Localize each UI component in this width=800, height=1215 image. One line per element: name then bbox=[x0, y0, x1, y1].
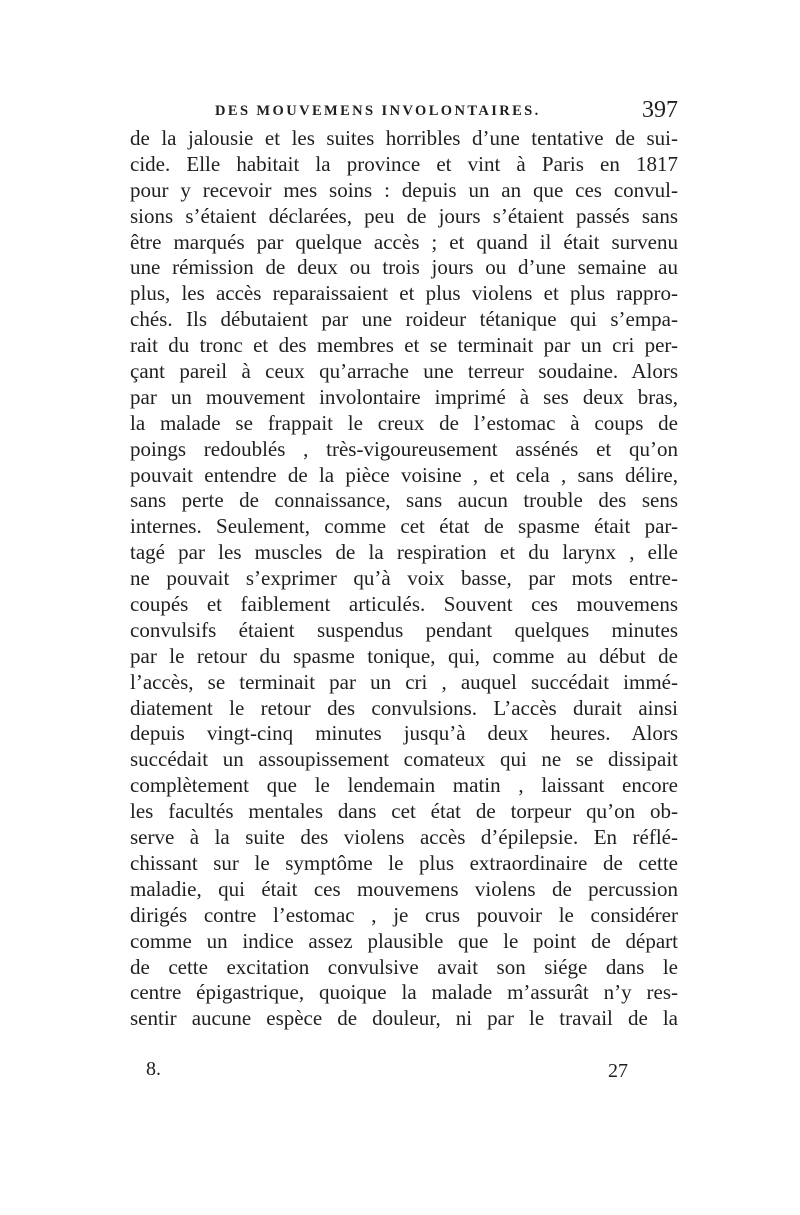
text-line: une rémission de deux ou trois jours ou d’une semaine au bbox=[130, 255, 678, 280]
text-line: pouvait entendre de la pièce voisine , et cela , sans délire, bbox=[130, 462, 678, 487]
text-line: rait du tronc et des membres et se terminait par un cri per- bbox=[130, 333, 678, 358]
text-line: chés. Ils débutaient par une roideur tétanique qui s’empa- bbox=[130, 307, 678, 332]
text-line: poings redoublés , très-vigoureusement assénés et qu’on bbox=[130, 436, 678, 461]
sheet-number: 27 bbox=[608, 1060, 628, 1082]
text-line: chissant sur le symptôme le plus extraordinaire de cette bbox=[130, 850, 678, 875]
body-text bbox=[130, 126, 678, 1032]
text-line: la malade se frappait le creux de l’estomac à coups de bbox=[130, 410, 678, 435]
text-line: par un mouvement involontaire imprimé à ses deux bras, bbox=[130, 384, 678, 409]
text-line: çant pareil à ceux qu’arrache une terreur soudaine. Alors bbox=[130, 359, 678, 384]
page-header bbox=[130, 97, 678, 127]
text-line: être marqués par quelque accès ; et quand il était survenu bbox=[130, 229, 678, 254]
text-line: de cette excitation convulsive avait son siége dans le bbox=[130, 954, 678, 979]
text-line: diatement le retour des convulsions. L’accès durait ainsi bbox=[130, 695, 678, 720]
text-line: sions s’étaient déclarées, peu de jours s’étaient passés sans bbox=[130, 203, 678, 228]
text-line: ne pouvait s’exprimer qu’à voix basse, par mots entre- bbox=[130, 566, 678, 591]
signature-mark: 8. bbox=[146, 1058, 161, 1080]
text-line: complètement que le lendemain matin , laissant encore bbox=[130, 773, 678, 798]
text-line: de la jalousie et les suites horribles d’une tentative de sui- bbox=[130, 126, 678, 150]
text-line: maladie, qui était ces mouvemens violens de percussion bbox=[130, 876, 678, 901]
text-line: depuis vingt-cinq minutes jusqu’à deux heures. Alors bbox=[130, 721, 678, 746]
text-line: l’accès, se terminait par un cri , auquel succédait immé- bbox=[130, 669, 678, 694]
text-line: cide. Elle habitait la province et vint à Paris en 1817 bbox=[130, 151, 678, 176]
text-line: plus, les accès reparaissaient et plus violens et plus rappro- bbox=[130, 281, 678, 306]
text-line: coupés et faiblement articulés. Souvent ces mouvemens bbox=[130, 592, 678, 617]
text-line: pour y recevoir mes soins : depuis un an que ces convul- bbox=[130, 177, 678, 202]
text-line: comme un indice assez plausible que le point de départ bbox=[130, 928, 678, 953]
text-line: dirigés contre l’estomac , je crus pouvoir le considérer bbox=[130, 902, 678, 927]
page-number: 397 bbox=[642, 97, 678, 123]
text-line: serve à la suite des violens accès d’épilepsie. En réflé- bbox=[130, 825, 678, 850]
text-line: centre épigastrique, quoique la malade m’assurât n’y res- bbox=[130, 980, 678, 1005]
text-line: succédait un assoupissement comateux qui ne se dissipait bbox=[130, 747, 678, 772]
text-line: sentir aucune espèce de douleur, ni par le travail de la bbox=[130, 1006, 678, 1031]
text-line: convulsifs étaient suspendus pendant quelques minutes bbox=[130, 617, 678, 642]
text-line: les facultés mentales dans cet état de torpeur qu’on ob- bbox=[130, 799, 678, 824]
text-line: par le retour du spasme tonique, qui, comme au début de bbox=[130, 643, 678, 668]
text-line: internes. Seulement, comme cet état de spasme était par- bbox=[130, 514, 678, 539]
text-line: tagé par les muscles de la respiration et du larynx , elle bbox=[130, 540, 678, 565]
text-line: sans perte de connaissance, sans aucun trouble des sens bbox=[130, 488, 678, 513]
page-footer bbox=[130, 1058, 678, 1088]
running-title: DES MOUVEMENS INVOLONTAIRES. bbox=[215, 103, 541, 119]
